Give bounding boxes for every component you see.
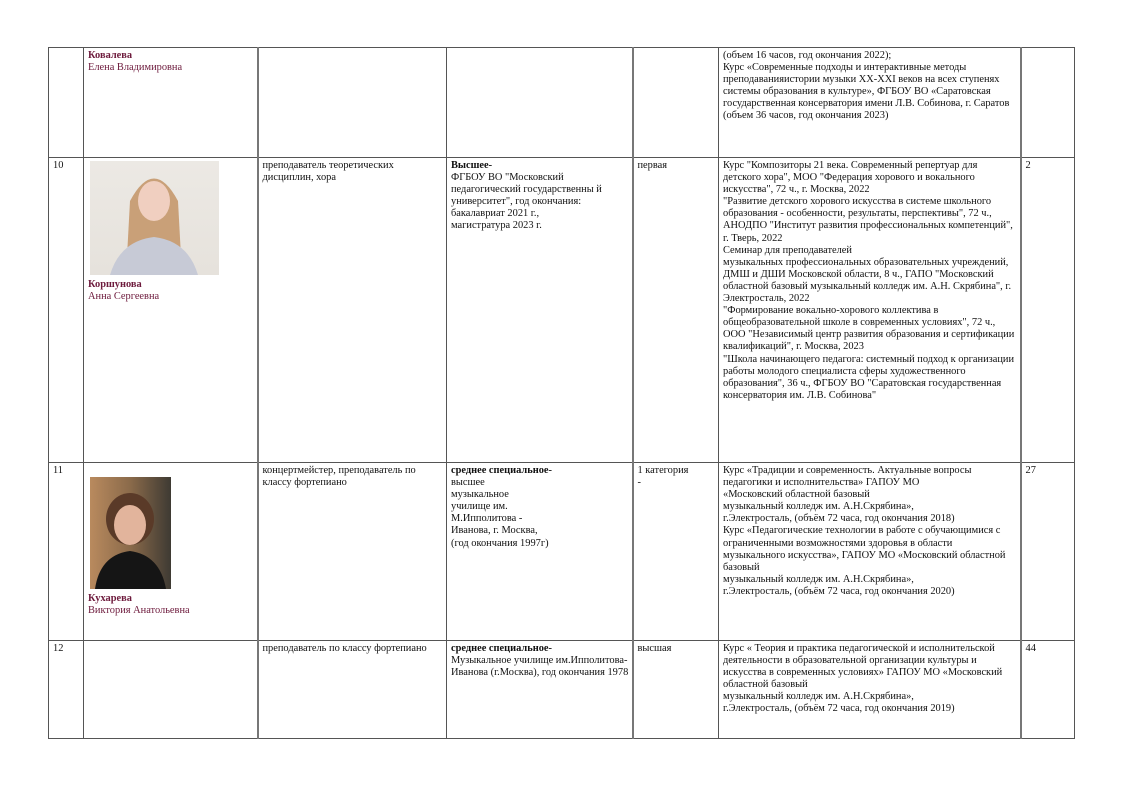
table-row	[49, 158, 1075, 463]
position-cell: концертмейстер, преподаватель по классу фортепиано	[258, 463, 447, 641]
category-cell: высшая	[633, 641, 719, 739]
row-number: 10	[49, 158, 84, 463]
table-row	[49, 48, 1075, 158]
courses-cell: Курс « Теория и практика педагогической и исполнительской деятельности в образовательной организации культуры и искусства в современных условиях» ГАПОУ МО «Московский областной базовый музыкальный колледж им. А.Н.Скрябина», г.Электросталь, (объём 72 часа, год окончания 2019)	[719, 641, 1021, 739]
teacher-cell	[84, 48, 258, 158]
experience-cell	[1021, 48, 1075, 158]
courses-cell: Курс «Традиции и современность. Актуальные вопросы педагогики и исполнительства» ГАПОУ МО «Московский областной базовый музыкальный колледж им. А.Н.Скрябина», г.Электросталь, (объём 72 часа, год окончания 2018) Курс «Педагогические технологии в работе с обучающимися с ограниченными возможностями здоровья в области музыкального искусства», ГАПОУ МО «Московский областной базовый музыкальный колледж им. А.Н.Скрябина», г.Электросталь, (объём 72 часа, год окончания 2020)	[719, 463, 1021, 641]
category-cell: первая	[633, 158, 719, 463]
row-number	[49, 48, 84, 158]
courses-cell: Курс "Композиторы 21 века. Современный репертуар для детского хора", МОО "Федерация хорового и вокального искусства", 72 ч., г. Москва, 2022 "Развитие детского хорового искусства в системе школьного образования - особенности, результаты, перспективы", 72 ч., АНОДПО "Институт развития профессиональных компетенций", г. Тверь, 2022 Семинар для преподавателей музыкальных профессиональных образовательных учреждений, ДМШ и ДШИ Московской области, 8 ч., ГАПО "Московский областной базовый музыкальный колледж им. А.Н. Скрябина", г. Электросталь, 2022 "Формирование вокально-хорового коллектива в общеобразовательной школе в современных условиях", 72 ч., ООО "Независимый центр развития образования и сертификации квалификаций", г. Москва, 2023 "Школа начинающего педагога: системный подход к организации работы молодого специалиста сферы художественного образования", 36 ч., ФГБОУ ВО "Саратовская государственная консерватория им. Л.В. Собинова"	[719, 158, 1021, 463]
category-cell	[633, 48, 719, 158]
education-level: среднее специальное-	[451, 465, 552, 476]
table-row	[49, 641, 1075, 739]
education-details: ФГБОУ ВО "Московский педагогический государственны й университет", год окончания: бакалавриат 2021 г., магистратура 2023 г.	[451, 172, 602, 232]
experience-cell: 2	[1021, 158, 1075, 463]
education-cell	[447, 463, 633, 641]
education-cell	[447, 158, 633, 463]
education-details: высшее музыкальное училище им. М.Ипполитова - Иванова, г. Москва, (год окончания 1997г)	[451, 477, 549, 549]
teacher-first-name: Виктория Анатольевна	[88, 605, 190, 617]
teacher-last-name: Кухарева	[88, 593, 132, 604]
staff-table	[48, 47, 1075, 739]
experience-cell: 44	[1021, 641, 1075, 739]
education-cell	[447, 641, 633, 739]
education-details: Музыкальное училище им.Ипполитова-Иванова (г.Москва), год окончания 1978	[451, 655, 629, 679]
teacher-photo	[90, 161, 219, 275]
teacher-last-name: Коршунова	[88, 279, 142, 290]
teacher-first-name: Анна Сергеевна	[88, 291, 160, 303]
education-level: Высшее-	[451, 160, 493, 171]
experience-cell: 27	[1021, 463, 1075, 641]
table-row	[49, 463, 1075, 641]
position-cell: преподаватель теоретических дисциплин, хора	[258, 158, 447, 463]
position-cell: преподаватель по классу фортепиано	[258, 641, 447, 739]
education-cell	[447, 48, 633, 158]
row-number: 11	[49, 463, 84, 641]
category-cell: 1 категория -	[633, 463, 719, 641]
teacher-first-name: Елена Владимировна	[88, 62, 183, 74]
teacher-cell	[84, 463, 258, 641]
position-cell	[258, 48, 447, 158]
courses-cell: (объем 16 часов, год окончания 2022); Курс «Современные подходы и интерактивные методы преподаванияистории музыки XX-XXI веков на всех ступенях системы образования в культуре», ФГБОУ ВО «Саратовская государственная консерватория имени Л.В. Собинова, г. Саратов (объем 36 часов, год окончания 2023)	[719, 48, 1021, 158]
teacher-cell	[84, 641, 258, 739]
teacher-cell	[84, 158, 258, 463]
row-number: 12	[49, 641, 84, 739]
teacher-photo	[90, 477, 171, 589]
education-level: среднее специальное-	[451, 643, 552, 654]
teacher-last-name: Ковалева	[88, 50, 133, 61]
